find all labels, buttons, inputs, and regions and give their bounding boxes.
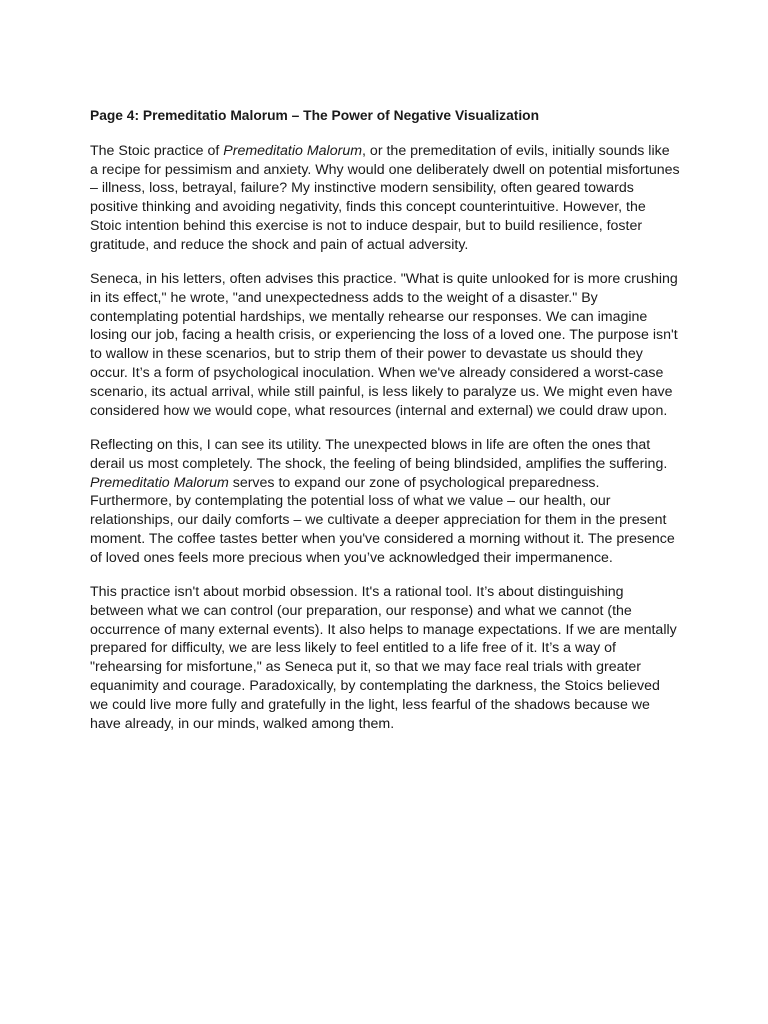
- paragraph-1: [90, 142, 680, 255]
- paragraph-3-text-a: Reflecting on this, I can see its utility. The unexpected blows in life are often the ones that derail us most completely. The shock, the feeling of being blindsided, amplifies the suffering.: [90, 436, 668, 472]
- paragraph-3-italic-term: Premeditatio Malorum: [90, 474, 229, 491]
- page-content: [90, 107, 680, 749]
- paragraph-2: Seneca, in his letters, often advises this practice. "What is quite unlooked for is more crushing in its effect," he wrote, "and unexpectedness adds to the weight of a disaster." By contemplating potential hardships, we mentally rehearse our responses. We can imagine losing our job, facing a health crisis, or experiencing the loss of a loved one. The purpose isn't to wallow in these scenarios, but to strip them of their power to devastate us should they occur. It’s a form of psychological inoculation. When we've already considered a worst-case scenario, its actual arrival, while still painful, is less likely to paralyze us. We might even have considered how we would cope, what resources (internal and external) we could draw upon.: [90, 271, 678, 419]
- paragraph-3-text-c: serves to expand our zone of psychological preparedness. Furthermore, by contemplating the potential loss of what we value – our health, our relationships, our daily comforts – we cultivate a deeper appreciation for them in the present moment. The coffee tastes better when you've considered a morning without it. The presence of loved ones feels more precious when you’ve acknowledged their impermanence.: [90, 474, 675, 566]
- paragraph-1-text-c: , or the premeditation of evils, initially sounds like a recipe for pessimism and anxiety. Why would one deliberately dwell on potential misfortunes – illness, loss, betrayal, failure? My instinctive modern sensibility, often geared towards positive thinking and avoiding negativity, finds this concept counterintuitive. However, the Stoic intention behind this exercise is not to induce despair, but to build resilience, foster gratitude, and reduce the shock and pain of actual adversity.: [90, 142, 680, 253]
- page-heading: Page 4: Premeditatio Malorum – The Power of Negative Visualization: [90, 108, 540, 123]
- paragraph-3: [90, 436, 680, 568]
- paragraph-1-text-a: The Stoic practice of: [90, 142, 224, 159]
- paragraph-1-italic-term: Premeditatio Malorum: [223, 142, 363, 159]
- paragraph-4: This practice isn't about morbid obsession. It's a rational tool. It’s about distinguishing between what we can control (our preparation, our response) and what we cannot (the occurrence of many external events). It also helps to manage expectations. If we are mentally prepared for difficulty, we are less likely to feel entitled to a life free of it. It’s a way of "rehearsing for misfortune," as Seneca put it, so that we may face real trials with greater equanimity and courage. Paradoxically, by contemplating the darkness, the Stoics believed we could live more fully and gratefully in the light, less fearful of the shadows because we have already, in our minds, walked among them.: [90, 584, 677, 732]
